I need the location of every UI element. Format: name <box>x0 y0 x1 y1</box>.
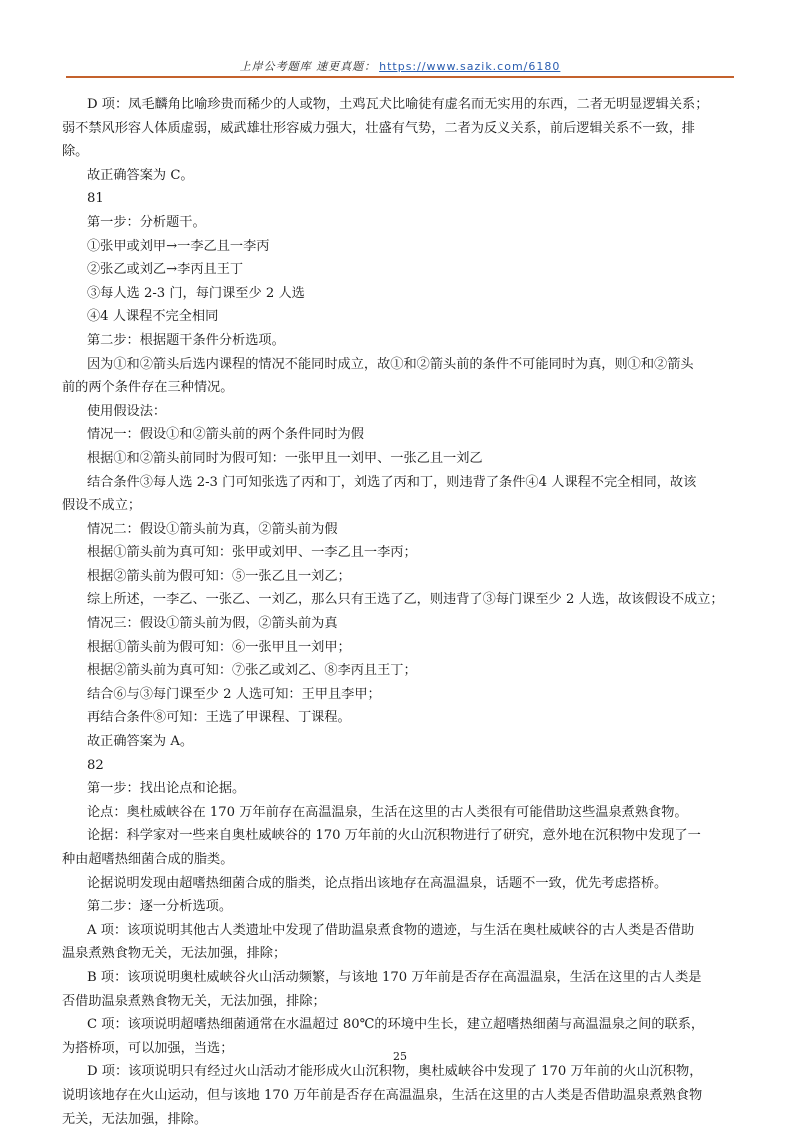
text-line: 情况三：假设①箭头前为假，②箭头前为真 <box>87 616 338 632</box>
text-line: C 项：该项说明超嗜热细菌通常在水温超过 80℃的环境中生长，建立超嗜热细菌与高温温泉之间的联系， <box>87 1017 705 1033</box>
text-line-continuation: 温泉煮熟食物无关，无法加强，排除； <box>62 946 287 962</box>
text-line: 82 <box>87 757 104 773</box>
text-line: D 项：该项说明只有经过火山活动才能形成火山沉积物，奥杜威峡谷中发现了 170 万年前的火山沉积物， <box>87 1064 703 1080</box>
text-line: 因为①和②箭头后选内课程的情况不能同时成立，故①和②箭头前的条件不可能同时为真，则①和②箭头 <box>87 356 694 372</box>
text-line-continuation: 弱不禁风形容人体质虚弱，威武雄壮形容威力强大，壮盛有气势，二者为反义关系，前后逻辑关系不一致，排 <box>62 120 695 136</box>
text-line: ①张甲或刘甲→一李乙且一李丙 <box>87 238 270 254</box>
text-line: 论点：奥杜威峡谷在 170 万年前存在高温温泉，生活在这里的古人类很有可能借助这些温泉煮熟食物。 <box>87 804 688 820</box>
text-line-continuation: 前的两个条件存在三种情况。 <box>62 380 234 396</box>
text-line: ③每人选 2-3 门，每门课至少 2 人选 <box>87 285 305 301</box>
text-line-continuation: 除。 <box>62 144 89 160</box>
text-line: 故正确答案为 A。 <box>87 734 194 750</box>
text-line: 结合条件③每人选 2-3 门可知张选了丙和丁，刘选了丙和丁，则违背了条件④4 人课程不完全相同，故该 <box>87 474 697 490</box>
text-line-continuation: 说明该地存在火山运动，但与该地 170 万年前是否存在高温温泉，生活在这里的古人类是否借助温泉煮熟食物 <box>62 1087 703 1103</box>
header-divider <box>66 76 734 78</box>
text-line: 论据说明发现由超嗜热细菌合成的脂类，论点指出该地存在高温温泉，话题不一致，优先考虑搭桥。 <box>87 875 668 891</box>
text-line-continuation: 种由超嗜热细菌合成的脂类。 <box>62 852 234 867</box>
text-line: 根据①箭头前为假可知：⑥一张甲且一刘甲； <box>87 639 351 655</box>
header-source-label: 上岸公考题库 速更真题： <box>239 60 377 73</box>
page-number: 25 <box>393 1050 407 1063</box>
text-line: 再结合条件⑧可知：王选了甲课程、丁课程。 <box>87 710 351 726</box>
text-line: 情况二：假设①箭头前为真，②箭头前为假 <box>87 521 338 537</box>
text-line-continuation: 假设不成立； <box>62 498 142 514</box>
text-line-continuation: 无关，无法加强，排除。 <box>62 1111 208 1127</box>
text-line: 结合⑥与③每门课至少 2 人选可知：王甲且李甲； <box>87 686 381 702</box>
text-line: 根据②箭头前为真可知：⑦张乙或刘乙、⑧李丙且王丁； <box>87 663 417 679</box>
text-line: 使用假设法： <box>87 403 167 419</box>
text-line: 根据②箭头前为假可知：⑤一张乙且一刘乙； <box>87 568 351 584</box>
text-line: 故正确答案为 C。 <box>87 167 194 183</box>
text-line: 情况一：假设①和②箭头前的两个条件同时为假 <box>87 427 364 443</box>
text-line: 第一步：找出论点和论据。 <box>87 781 246 797</box>
text-line: 论据：科学家对一些来自奥杜威峡谷的 170 万年前的火山沉积物进行了研究，意外地在沉积物中发现了一 <box>87 828 701 844</box>
text-line: 根据①箭头前为真可知：张甲或刘甲、一李乙且一李丙； <box>87 545 417 561</box>
text-line: 81 <box>87 191 104 207</box>
document-body <box>62 93 727 1131</box>
text-line-continuation: 否借助温泉煮熟食物无关，无法加强，排除； <box>62 993 326 1009</box>
text-line: ④4 人课程不完全相同 <box>87 309 219 325</box>
text-line: D 项：凤毛麟角比喻珍贵而稀少的人或物，土鸡瓦犬比喻徒有虚名而无实用的东西，二者无明显逻辑关系； <box>87 97 709 112</box>
text-line: A 项：该项说明其他古人类遗址中发现了借助温泉煮食物的遗迹，与生活在奥杜威峡谷的古人类是否借助 <box>87 922 695 938</box>
header-url-link[interactable]: https://www.sazik.com/6180 <box>379 60 561 73</box>
text-line: 第二步：根据题干条件分析选项。 <box>87 332 285 348</box>
text-line: 综上所述，一李乙、一张乙、一刘乙，那么只有王选了乙，则违背了③每门课至少 2 人选，故该假设不成立； <box>87 592 724 608</box>
text-line-continuation: 为搭桥项，可以加强，当选； <box>62 1040 234 1056</box>
text-line: 第一步：分析题干。 <box>87 214 206 230</box>
text-line: B 项：该项说明奥杜威峡谷火山活动频繁，与该地 170 万年前是否存在高温温泉，生活在这里的古人类是 <box>87 969 702 985</box>
page-header <box>0 58 800 74</box>
text-line: 第二步：逐一分析选项。 <box>87 899 233 915</box>
text-line: ②张乙或刘乙→李丙且王丁 <box>87 262 244 278</box>
text-line: 根据①和②箭头前同时为假可知：一张甲且一刘甲、一张乙且一刘乙 <box>87 450 483 466</box>
